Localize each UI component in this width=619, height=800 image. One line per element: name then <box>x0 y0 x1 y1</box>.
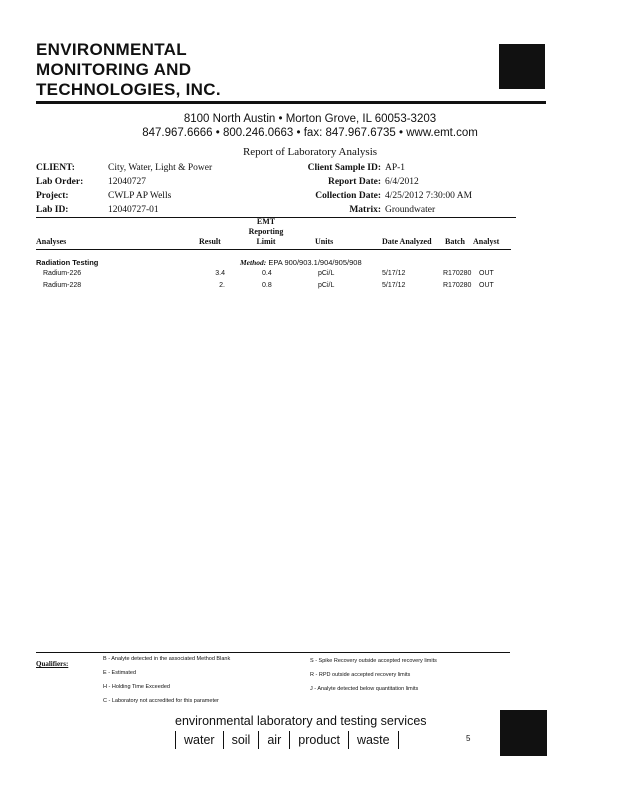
service-separator <box>348 731 349 749</box>
qualifiers-label: Qualifiers: <box>36 660 69 668</box>
service-separator <box>258 731 259 749</box>
qualifier-s: S - Spike Recovery outside accepted recovery limits <box>310 658 437 664</box>
row-units: pCi/L <box>318 270 335 277</box>
company-address-block <box>36 112 584 140</box>
footer-tagline: environmental laboratory and testing services <box>175 714 427 728</box>
service-separator <box>175 731 176 749</box>
company-address: 8100 North Austin • Morton Grove, IL 60053-3203 <box>183 113 437 125</box>
col-reporting-limit-line-2: Reporting <box>248 227 284 236</box>
row-batch: R170280 <box>443 282 472 289</box>
col-analyses: Analyses <box>36 237 67 246</box>
qualifier-h: H - Holding Time Exceeded <box>103 684 170 690</box>
collection-date-value: 4/25/2012 7:30:00 AM <box>385 191 473 201</box>
company-name-line-1: ENVIRONMENTAL <box>36 40 187 59</box>
logo-block <box>499 44 545 89</box>
col-reporting-limit <box>240 217 292 247</box>
project-value: CWLP AP Wells <box>108 191 172 201</box>
qualifier-r: R - RPD outside accepted recovery limits <box>310 672 411 678</box>
client-sample-id-label: Client Sample ID: <box>307 163 381 173</box>
method-line <box>240 258 362 267</box>
row-analyte: Radium-226 <box>43 270 82 277</box>
client-value: City, Water, Light & Power <box>108 163 213 173</box>
col-units: Units <box>315 237 334 246</box>
qualifier-b: B - Analyte detected in the associated Method Blank <box>103 656 231 662</box>
row-result: 3.4 <box>215 270 225 277</box>
qualifier-c: C - Laboratory not accredited for this parameter <box>103 698 219 704</box>
project-label: Project: <box>36 191 69 201</box>
row-date: 5/17/12 <box>382 270 406 277</box>
company-name <box>36 40 221 100</box>
service-soil: soil <box>231 733 251 747</box>
lab-order-value: 12040727 <box>108 177 146 187</box>
lab-id-label: Lab ID: <box>36 205 69 215</box>
report-date-label: Report Date: <box>327 177 381 187</box>
company-name-line-2: MONITORING AND <box>36 60 192 79</box>
row-limit: 0.4 <box>262 270 272 277</box>
col-batch: Batch <box>445 237 465 246</box>
col-date-analyzed: Date Analyzed <box>382 237 432 246</box>
company-name-line-3: TECHNOLOGIES, INC. <box>36 80 221 99</box>
qualifiers-divider <box>36 652 510 653</box>
collection-date-label: Collection Date: <box>315 191 381 201</box>
service-air: air <box>267 733 282 747</box>
row-result: 2. <box>219 282 225 289</box>
matrix-label: Matrix: <box>349 205 381 215</box>
service-separator <box>223 731 224 749</box>
report-date-value: 6/4/2012 <box>385 177 419 187</box>
row-analyte: Radium-228 <box>43 282 82 289</box>
table-header-divider <box>36 249 511 250</box>
service-separator <box>289 731 290 749</box>
row-analyst: OUT <box>479 270 494 277</box>
lab-id-value: 12040727-01 <box>108 205 159 215</box>
client-label: CLIENT: <box>36 163 75 173</box>
service-water: water <box>184 733 215 747</box>
footer-services <box>175 731 407 749</box>
col-analyst: Analyst <box>473 237 500 246</box>
company-contact: 847.967.6666 • 800.246.0663 • fax: 847.967.6735 • www.emt.com <box>142 127 478 139</box>
report-info <box>0 161 619 221</box>
row-units: pCi/L <box>318 282 335 289</box>
method-value: EPA 900/903.1/904/905/908 <box>268 258 362 267</box>
service-separator <box>398 731 399 749</box>
lab-order-label: Lab Order: <box>36 177 84 187</box>
col-reporting-limit-line-1: EMT <box>256 217 276 226</box>
row-limit: 0.8 <box>262 282 272 289</box>
page-number: 5 <box>466 734 471 743</box>
qualifier-e: E - Estimated <box>103 670 137 676</box>
report-title: Report of Laboratory Analysis <box>242 146 378 158</box>
row-batch: R170280 <box>443 270 472 277</box>
row-analyst: OUT <box>479 282 494 289</box>
col-result: Result <box>199 237 221 246</box>
section-title: Radiation Testing <box>36 258 99 267</box>
qualifier-j: J - Analyte detected below quantitation limits <box>310 686 419 692</box>
row-date: 5/17/12 <box>382 282 406 289</box>
table-body <box>0 270 619 294</box>
footer-logo-block <box>500 710 547 756</box>
header-divider <box>36 101 546 104</box>
service-waste: waste <box>356 733 390 747</box>
matrix-value: Groundwater <box>385 205 436 215</box>
method-label: Method: <box>240 258 267 267</box>
col-reporting-limit-line-3: Limit <box>256 237 276 246</box>
service-product: product <box>298 733 340 747</box>
client-sample-id-value: AP-1 <box>385 163 406 173</box>
